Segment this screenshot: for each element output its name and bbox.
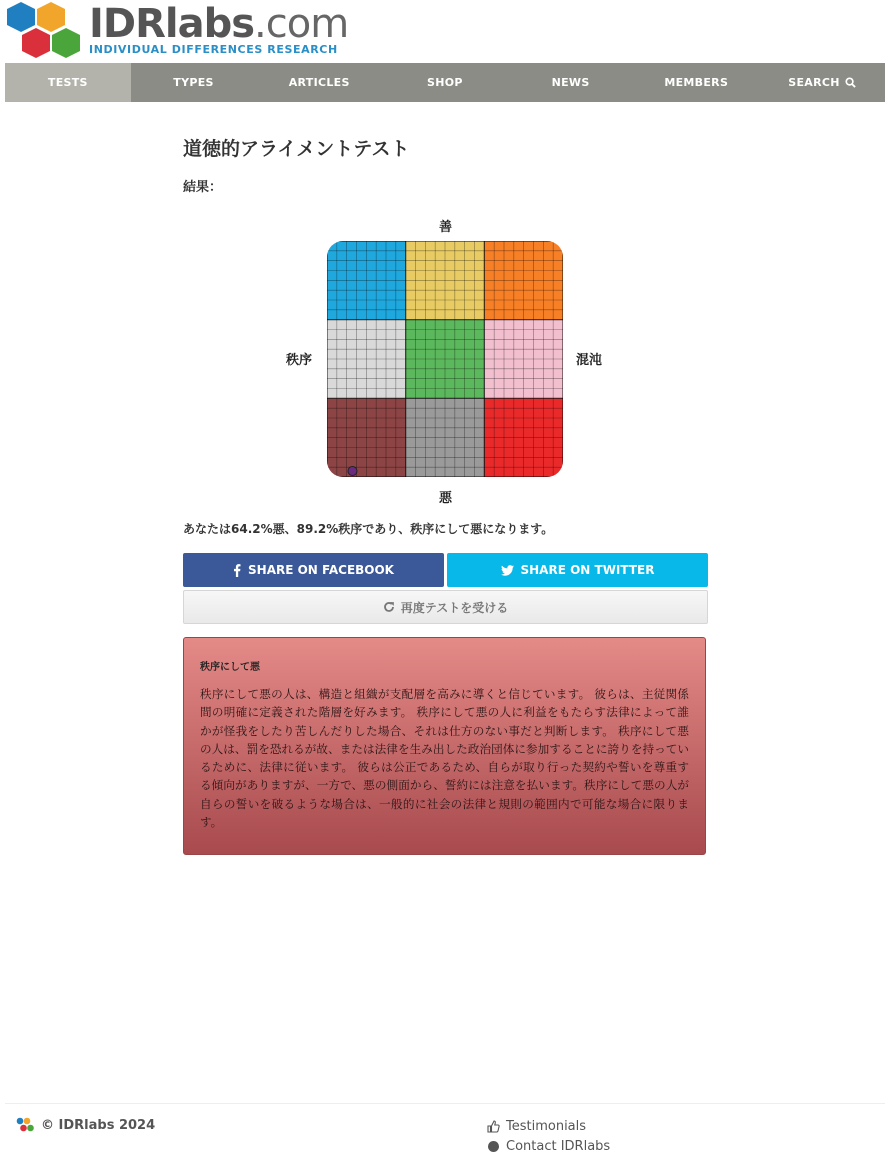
nav-tests[interactable]: TESTS — [5, 63, 131, 102]
share-twitter-label: SHARE ON TWITTER — [520, 563, 655, 577]
nav-search[interactable] — [759, 63, 885, 102]
nav-articles[interactable]: ARTICLES — [288, 76, 350, 89]
main-content — [183, 130, 708, 195]
axis-label-lawful: 秩序 — [286, 353, 313, 368]
alignment-description — [183, 637, 706, 855]
contact-label: Contact IDRlabs — [506, 1138, 611, 1154]
nav-members[interactable]: MEMBERS — [664, 76, 729, 89]
main-nav — [5, 63, 885, 102]
footer-link-contact[interactable] — [487, 1136, 610, 1156]
nav-news[interactable]: NEWS — [551, 76, 590, 89]
alignment-grid — [327, 241, 565, 479]
site-logo[interactable] — [4, 0, 349, 62]
logo-tagline: INDIVIDUAL DIFFERENCES RESEARCH — [89, 43, 338, 56]
logo-brand: IDRlabs — [89, 1, 255, 47]
thumbs-up-icon — [487, 1120, 500, 1133]
idrlabs-mini-logo-icon — [16, 1117, 35, 1133]
share-buttons — [183, 553, 708, 587]
alignment-chart — [286, 215, 616, 510]
footer-link-testimonials[interactable] — [487, 1116, 610, 1136]
axis-label-good: 善 — [439, 220, 453, 235]
refresh-icon — [383, 601, 395, 613]
testimonials-label: Testimonials — [506, 1118, 587, 1134]
share-twitter-button[interactable] — [447, 553, 708, 587]
copyright-text: © IDRlabs 2024 — [41, 1117, 156, 1133]
footer-copyright — [16, 1117, 155, 1133]
footer-links — [487, 1116, 610, 1156]
nav-types[interactable]: TYPES — [173, 76, 214, 89]
result-text: あなたは64.2%悪、89.2%秩序であり、秩序にして悪になります。 — [183, 522, 554, 536]
description-title: 秩序にして悪 — [200, 662, 260, 673]
twitter-icon — [501, 565, 514, 576]
search-icon — [845, 77, 856, 88]
description-body: 秩序にして悪の人は、構造と組織が支配層を高みに導くと信じています。 彼らは、主従関係間の明確に定義された階層を好みます。 秩序にして悪の人に利益をもたらす法律によって誰かが怪我をしたり苦しんだりした場合、それは仕方のない事だと判断します。 秩序にして悪の人は、罰を恐れるが故、または法律を生み出した政治団体に参加することに誇りを持っているために、法律に従います。 彼らは公正であるため、自らが取り行った契約や誓いを尊重する傾向がありますが、一方で、悪の側面から、誓約には注意を払います。秩序にして悪の人が自らの誓いを破るような場合は、一般的に社会の法律と規則の範囲内で可能な場合に限ります。 — [200, 687, 689, 830]
logo-hexagons-icon — [4, 0, 88, 62]
nav-search-label: SEARCH — [788, 76, 840, 89]
facebook-icon — [233, 564, 241, 577]
share-facebook-label: SHARE ON FACEBOOK — [248, 563, 394, 577]
axis-label-evil: 悪 — [439, 491, 453, 506]
nav-shop[interactable]: SHOP — [427, 76, 463, 89]
axis-label-chaotic: 混沌 — [576, 353, 603, 368]
retake-test-button[interactable] — [183, 590, 708, 624]
page-title: 道徳的アライメントテスト — [183, 138, 410, 160]
logo-dotcom: .com — [254, 1, 349, 47]
result-marker — [348, 467, 357, 476]
share-facebook-button[interactable] — [183, 553, 444, 587]
retake-label: 再度テストを受ける — [400, 600, 509, 615]
footer-divider — [5, 1103, 885, 1104]
contact-icon — [487, 1140, 500, 1153]
result-label: 結果： — [183, 180, 223, 195]
